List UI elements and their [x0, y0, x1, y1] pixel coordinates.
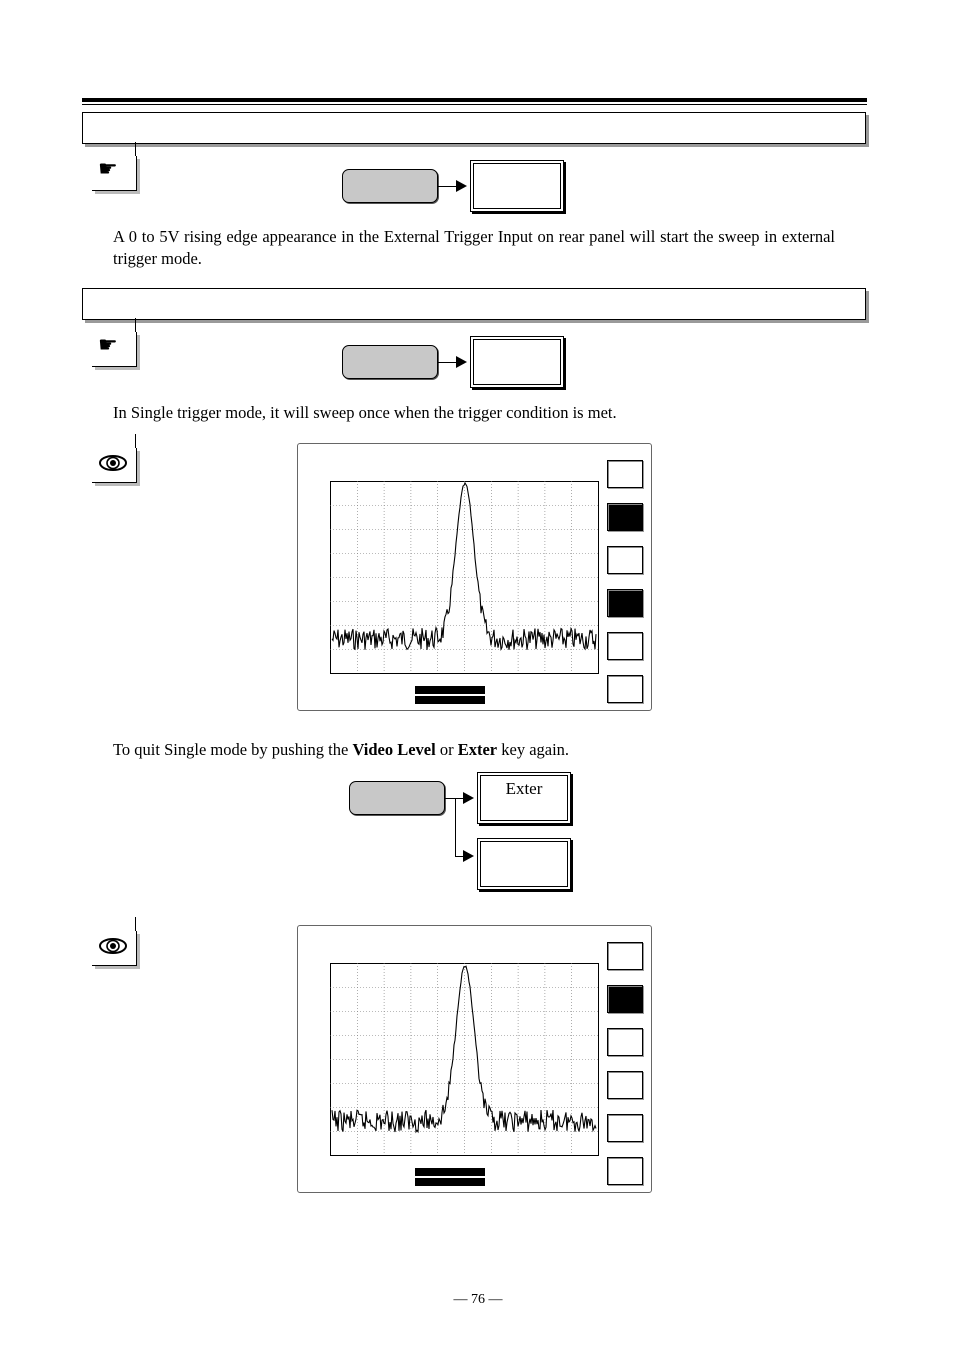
softkey-3[interactable] — [607, 1028, 643, 1056]
eye-icon — [98, 454, 128, 472]
trigger-key-grey-2[interactable] — [342, 345, 438, 379]
section-bar-external — [82, 112, 866, 144]
softkey-6[interactable] — [607, 1157, 643, 1185]
quit-text-mid: or — [435, 740, 458, 759]
status-bar-bottom — [415, 1178, 485, 1186]
branch-line — [455, 798, 456, 856]
spectrum-display-1 — [330, 481, 600, 675]
pointing-hand-icon: ☛ — [98, 157, 118, 182]
quit-text-prefix: To quit Single mode by pushing the — [113, 740, 353, 759]
page-number: 76 — [471, 1292, 485, 1307]
softkey-5[interactable] — [607, 632, 643, 660]
trigger-key-grey-3[interactable] — [349, 781, 445, 815]
softkey-1[interactable] — [607, 942, 643, 970]
softkey-5[interactable] — [607, 1114, 643, 1142]
quit-text-suffix: key again. — [497, 740, 570, 759]
trigger-key-grey-1[interactable] — [342, 169, 438, 203]
arrow-head-2 — [456, 356, 467, 368]
video-level-key[interactable] — [477, 838, 571, 890]
header-rule-thick — [82, 98, 867, 102]
exter-key-1[interactable] — [470, 160, 564, 212]
softkey-4[interactable] — [607, 589, 643, 617]
paragraph-single-trigger: In Single trigger mode, it will sweep once when the trigger condition is met. — [113, 403, 617, 422]
view-box-2 — [92, 931, 137, 966]
arrow-head-3 — [463, 792, 474, 804]
softkey-4[interactable] — [607, 1071, 643, 1099]
paragraph-external-trigger: A 0 to 5V rising edge appearance in the External Trigger Input on rear panel will start the sweep in external trigger mode. — [113, 227, 835, 268]
quit-key-exter: Exter — [457, 740, 498, 759]
status-bar-bottom — [415, 696, 485, 704]
analyzer-screen-1 — [297, 443, 652, 711]
arrow-line-1 — [438, 186, 458, 187]
paragraph-quit-single — [113, 739, 835, 761]
eye-icon — [98, 937, 128, 955]
softkey-6[interactable] — [607, 675, 643, 703]
header-rule-thin — [82, 104, 867, 105]
note-box-2 — [92, 332, 137, 367]
footer-dash-left: — — [453, 1292, 468, 1307]
view-box-1 — [92, 448, 137, 483]
arrow-head-1 — [456, 180, 467, 192]
softkey-2[interactable] — [607, 503, 643, 531]
spectrum-display-2 — [330, 963, 600, 1157]
arrow-head-4 — [463, 850, 474, 862]
quit-key-video-level: Video Level — [352, 740, 436, 759]
single-key-1[interactable] — [470, 336, 564, 388]
softkey-1[interactable] — [607, 460, 643, 488]
status-bar-top — [415, 1168, 485, 1176]
analyzer-screen-2 — [297, 925, 652, 1193]
page-footer — [443, 1292, 513, 1308]
footer-dash-right: — — [488, 1292, 503, 1307]
softkey-3[interactable] — [607, 546, 643, 574]
note-box-1 — [92, 156, 137, 191]
exter-key-2[interactable]: Exter — [477, 772, 571, 824]
pointing-hand-icon: ☛ — [98, 333, 118, 358]
arrow-line-2 — [438, 362, 458, 363]
section-bar-single — [82, 288, 866, 320]
status-bar-top — [415, 686, 485, 694]
softkey-2[interactable] — [607, 985, 643, 1013]
